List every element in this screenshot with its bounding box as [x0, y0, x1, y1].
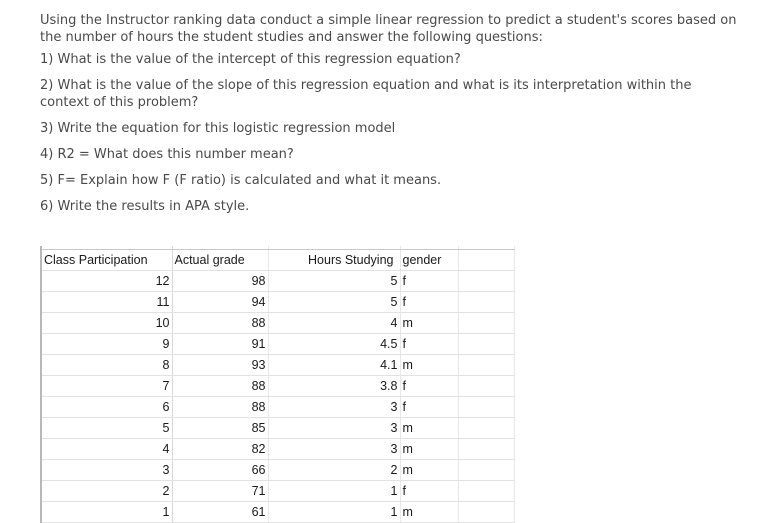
cell-gender[interactable]: m — [400, 355, 458, 376]
cell-hours-studying[interactable]: 4.1 — [268, 355, 400, 376]
cell-actual-grade[interactable]: 85 — [172, 418, 268, 439]
question-2: 2) What is the value of the slope of this regression equation and what is its interpretation within the context of this problem? — [40, 78, 692, 110]
table-row — [41, 439, 514, 460]
cell-gender[interactable]: m — [400, 313, 458, 334]
cell-class-participation[interactable]: 2 — [41, 481, 172, 502]
cell-gender[interactable]: m — [400, 460, 458, 481]
cell-actual-grade[interactable]: 88 — [172, 313, 268, 334]
cell-class-participation[interactable]: 12 — [41, 271, 172, 292]
cell-hours-studying[interactable]: 5 — [268, 292, 400, 313]
table-row — [41, 376, 514, 397]
cell-class-participation[interactable]: 6 — [41, 397, 172, 418]
table-row — [41, 313, 514, 334]
cell-gender[interactable]: f — [400, 271, 458, 292]
question-6: 6) Write the results in APA style. — [40, 199, 250, 214]
cell-hours-studying[interactable]: 5 — [268, 271, 400, 292]
table-row — [41, 334, 514, 355]
cell-gender[interactable]: m — [400, 439, 458, 460]
table-row — [41, 271, 514, 292]
cell-hours-studying[interactable]: 1 — [268, 481, 400, 502]
table-row — [41, 502, 514, 523]
question-1: 1) What is the value of the intercept of this regression equation? — [40, 52, 461, 67]
header-row — [41, 250, 514, 271]
empty-cell[interactable] — [458, 502, 514, 523]
empty-cell[interactable] — [458, 250, 514, 271]
cell-actual-grade[interactable]: 66 — [172, 460, 268, 481]
cell-actual-grade[interactable]: 71 — [172, 481, 268, 502]
cell-hours-studying[interactable]: 1 — [268, 502, 400, 523]
empty-cell[interactable] — [458, 397, 514, 418]
header-gender[interactable]: gender — [400, 250, 458, 271]
cell-class-participation[interactable]: 11 — [41, 292, 172, 313]
question-5: 5) F= Explain how F (F ratio) is calculated and what it means. — [40, 173, 442, 188]
table-row — [41, 481, 514, 502]
question-block — [40, 12, 740, 224]
empty-cell[interactable] — [458, 439, 514, 460]
empty-cell[interactable] — [458, 460, 514, 481]
empty-cell[interactable] — [458, 271, 514, 292]
cell-gender[interactable]: f — [400, 292, 458, 313]
cell-actual-grade[interactable]: 91 — [172, 334, 268, 355]
cell-class-participation[interactable]: 10 — [41, 313, 172, 334]
cell-gender[interactable]: f — [400, 376, 458, 397]
cell-gender[interactable]: f — [400, 397, 458, 418]
cell-hours-studying[interactable]: 3 — [268, 397, 400, 418]
cell-hours-studying[interactable]: 4.5 — [268, 334, 400, 355]
cell-actual-grade[interactable]: 94 — [172, 292, 268, 313]
cell-class-participation[interactable]: 3 — [41, 460, 172, 481]
cell-gender[interactable]: m — [400, 418, 458, 439]
cell-gender[interactable]: m — [400, 502, 458, 523]
table-row — [41, 292, 514, 313]
cell-actual-grade[interactable]: 88 — [172, 376, 268, 397]
cell-class-participation[interactable]: 4 — [41, 439, 172, 460]
cell-actual-grade[interactable]: 61 — [172, 502, 268, 523]
cell-actual-grade[interactable]: 98 — [172, 271, 268, 292]
cell-gender[interactable]: f — [400, 481, 458, 502]
cell-class-participation[interactable]: 1 — [41, 502, 172, 523]
cell-class-participation[interactable]: 7 — [41, 376, 172, 397]
cell-hours-studying[interactable]: 3 — [268, 418, 400, 439]
empty-cell[interactable] — [458, 292, 514, 313]
empty-cell[interactable] — [458, 334, 514, 355]
empty-cell[interactable] — [458, 355, 514, 376]
cell-gender[interactable]: f — [400, 334, 458, 355]
header-hours-studying[interactable]: Hours Studying — [268, 250, 400, 271]
table-row — [41, 355, 514, 376]
table-row — [41, 460, 514, 481]
spreadsheet — [40, 246, 513, 519]
cell-hours-studying[interactable]: 2 — [268, 460, 400, 481]
empty-cell[interactable] — [458, 481, 514, 502]
table-row — [41, 397, 514, 418]
cell-actual-grade[interactable]: 82 — [172, 439, 268, 460]
question-3: 3) Write the equation for this logistic regression model — [40, 121, 396, 136]
cell-hours-studying[interactable]: 3.8 — [268, 376, 400, 397]
cell-class-participation[interactable]: 8 — [41, 355, 172, 376]
cell-hours-studying[interactable]: 4 — [268, 313, 400, 334]
prompt-intro: Using the Instructor ranking data conduct a simple linear regression to predict a student's scores based on the number of hours the student studies and answer the following questions: — [40, 13, 737, 45]
cell-hours-studying[interactable]: 3 — [268, 439, 400, 460]
cell-actual-grade[interactable]: 88 — [172, 397, 268, 418]
data-table — [40, 246, 515, 523]
cell-actual-grade[interactable]: 93 — [172, 355, 268, 376]
empty-cell[interactable] — [458, 418, 514, 439]
header-actual-grade[interactable]: Actual grade — [172, 250, 268, 271]
question-4: 4) R2 = What does this number mean? — [40, 147, 294, 162]
empty-cell[interactable] — [458, 376, 514, 397]
cell-class-participation[interactable]: 5 — [41, 418, 172, 439]
header-class-participation[interactable]: Class Participation — [41, 250, 172, 271]
table-row — [41, 418, 514, 439]
cell-class-participation[interactable]: 9 — [41, 334, 172, 355]
empty-cell[interactable] — [458, 313, 514, 334]
